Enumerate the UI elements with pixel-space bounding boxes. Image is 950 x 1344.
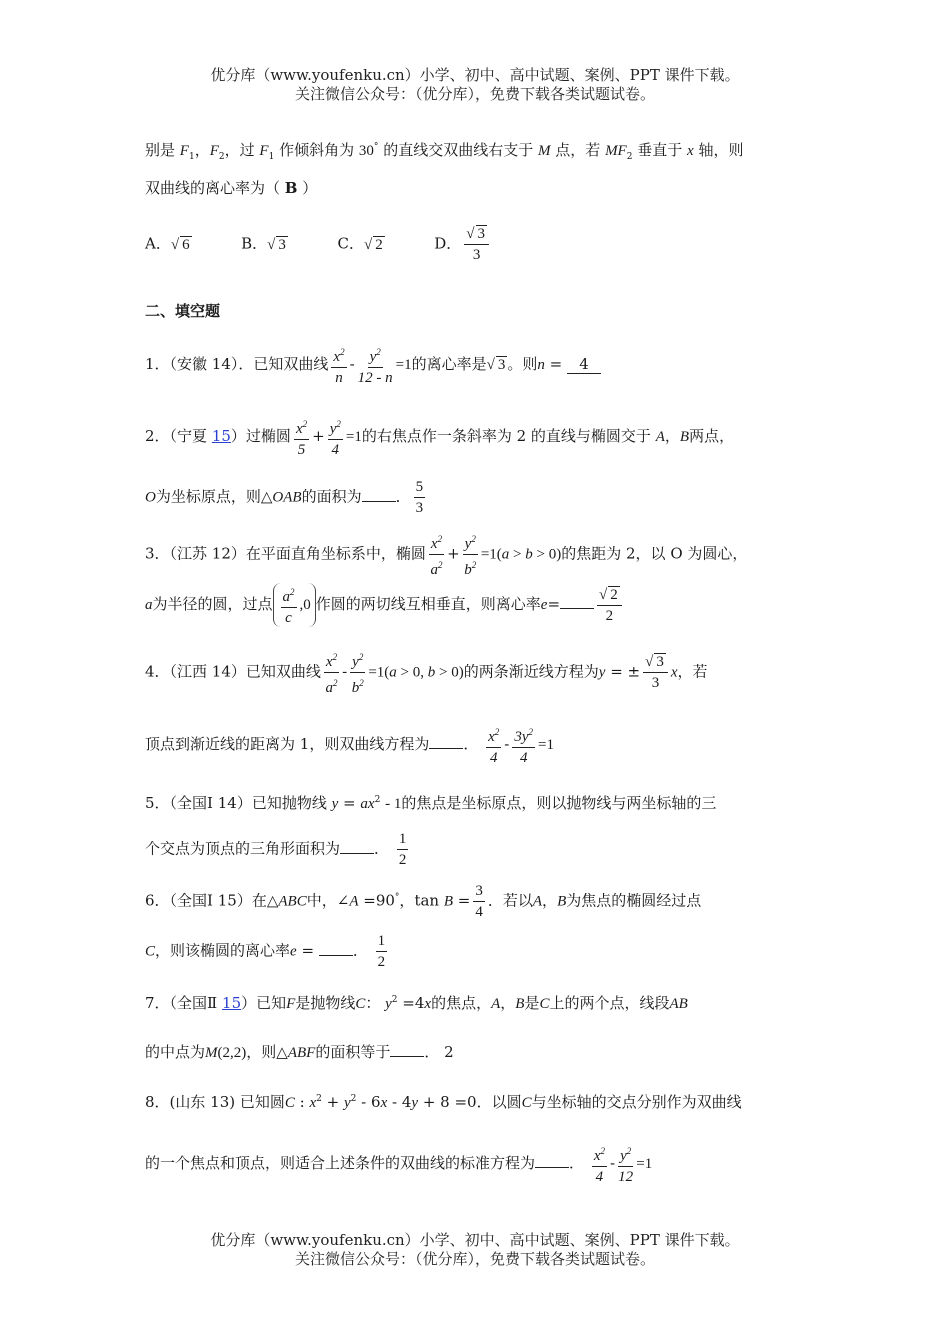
question-3-line-2: a为半径的圆，过点 $a^2$ c ,0 作圆的两切线互相垂直，则离心率e= $\frac{√ 2}{2}$ — [145, 583, 625, 627]
q7-link[interactable]: 15 — [222, 994, 242, 1012]
intro-line-2: 双曲线的离心率为（ B ） — [145, 179, 318, 197]
question-4: 4．（江西 14）已知双曲线 $\frac{x^2}{a^2}$ - $\frac{y^2}{b^2}$ =1(a > 0, b > 0)的两条渐近线方程为y = ± $\frac{√ 3}{3}$ x，若 — [145, 648, 708, 697]
intro-answer: B — [284, 179, 298, 197]
header-line-1: 优分库（www.youfenku.cn）小学、初中、高中试题、案例、PPT 课件下载。 — [210, 66, 740, 84]
question-7: 7．（全国Ⅱ 15）已知F是抛物线C： $y^2 =4x$的焦点，A，B是C上的两个点，线段AB — [145, 994, 688, 1012]
intro-line-1: 别是 $F_1$，$F_2$，过 $F_1$ 作倾斜角为 30° 的直线交双曲线右支于 M 点，若 $MF_2$ 垂直于 x 轴，则 — [145, 141, 744, 162]
q3-answer: $\frac{√ 2}{2}$ — [597, 586, 622, 625]
footer-line-1: 优分库（www.youfenku.cn）小学、初中、高中试题、案例、PPT 课件下载。 — [210, 1231, 740, 1249]
q5-answer: $\frac{1}{2}$ — [398, 831, 407, 868]
question-2: 2．（宁夏 15）过椭圆 $\frac{x^2}{5}$ + $\frac{y^2}{4}$ =1的右焦点作一条斜率为 2 的直线与椭圆交于 A，B两点， — [145, 415, 734, 459]
choices-row: A．√ 6 B．√ 3 C．√ 2 D． $\frac{√ 3}{3}$ — [145, 225, 492, 264]
footer-line-2: 关注微信公众号：（优分库），免费下载各类试题试卷。 — [294, 1250, 655, 1268]
question-8: 8．(山东 13) 已知圆C : $x^2 + y^2 - 6x - 4y + 8 =0$．以圆C与坐标轴的交点分别作为双曲线 — [145, 1093, 742, 1111]
choice-d: D． — [434, 234, 462, 253]
q1-answer: 4 — [567, 355, 601, 374]
q2-link[interactable]: 15 — [211, 427, 231, 445]
question-5-line-2: 个交点为顶点的三角形面积为 ． $\frac{1}{2}$ — [145, 831, 407, 868]
question-7-line-2: 的中点为M(2,2)，则△ABF的面积等于 ． 2 — [145, 1043, 454, 1061]
question-4-line-2: 顶点到渐近线的距离为 1，则双曲线方程为 ． $\frac{x^2}{4}$ - $\frac{3y^2}{4}$ =1 — [145, 723, 554, 767]
question-3: 3．（江苏 12）在平面直角坐标系中，椭圆 $\frac{x^2}{a^2}$ + $\frac{y^2}{b^2}$ =1(a > b > 0)的焦距为 2，以 O 为圆心， — [145, 530, 747, 579]
question-2-line-2: O为坐标原点，则△OAB的面积为 ． $\frac{5}{3}$ — [145, 479, 424, 516]
choice-c: C． — [337, 234, 364, 253]
header-line-2: 关注微信公众号：（优分库），免费下载各类试题试卷。 — [294, 85, 655, 103]
choice-a: A． — [145, 234, 171, 253]
question-8-line-2: 的一个焦点和顶点，则适合上述条件的双曲线的标准方程为 ． $\frac{x^2}{4}$ - $\frac{y^2}{12}$ =1 — [145, 1142, 652, 1186]
question-6: 6．（全国Ⅰ 15）在△ABC中，∠A =90°，tan B = $\frac{3}{4}$ ．若以A，B为焦点的椭圆经过点 — [145, 883, 702, 920]
question-1: 1．（安徽 14）．已知双曲线 $\frac{x^2}{n}$ - $\frac{y^2}{12 - n}$ =1的离心率是√ 3 。则n = 4 — [145, 343, 601, 387]
q7-answer: 2 — [444, 1043, 454, 1061]
q6-answer: $\frac{1}{2}$ — [377, 933, 386, 970]
q2-answer: $\frac{5}{3}$ — [415, 479, 424, 516]
choice-b: B． — [241, 234, 268, 253]
question-6-line-2: C，则该椭圆的离心率e = ． $\frac{1}{2}$ — [145, 933, 386, 970]
section-title: 二、填空题 — [145, 302, 221, 320]
question-5: 5．（全国Ⅰ 14）已知抛物线 $y = ax^2 - 1$的焦点是坐标原点，则以抛物线与两坐标轴的三 — [145, 794, 717, 812]
